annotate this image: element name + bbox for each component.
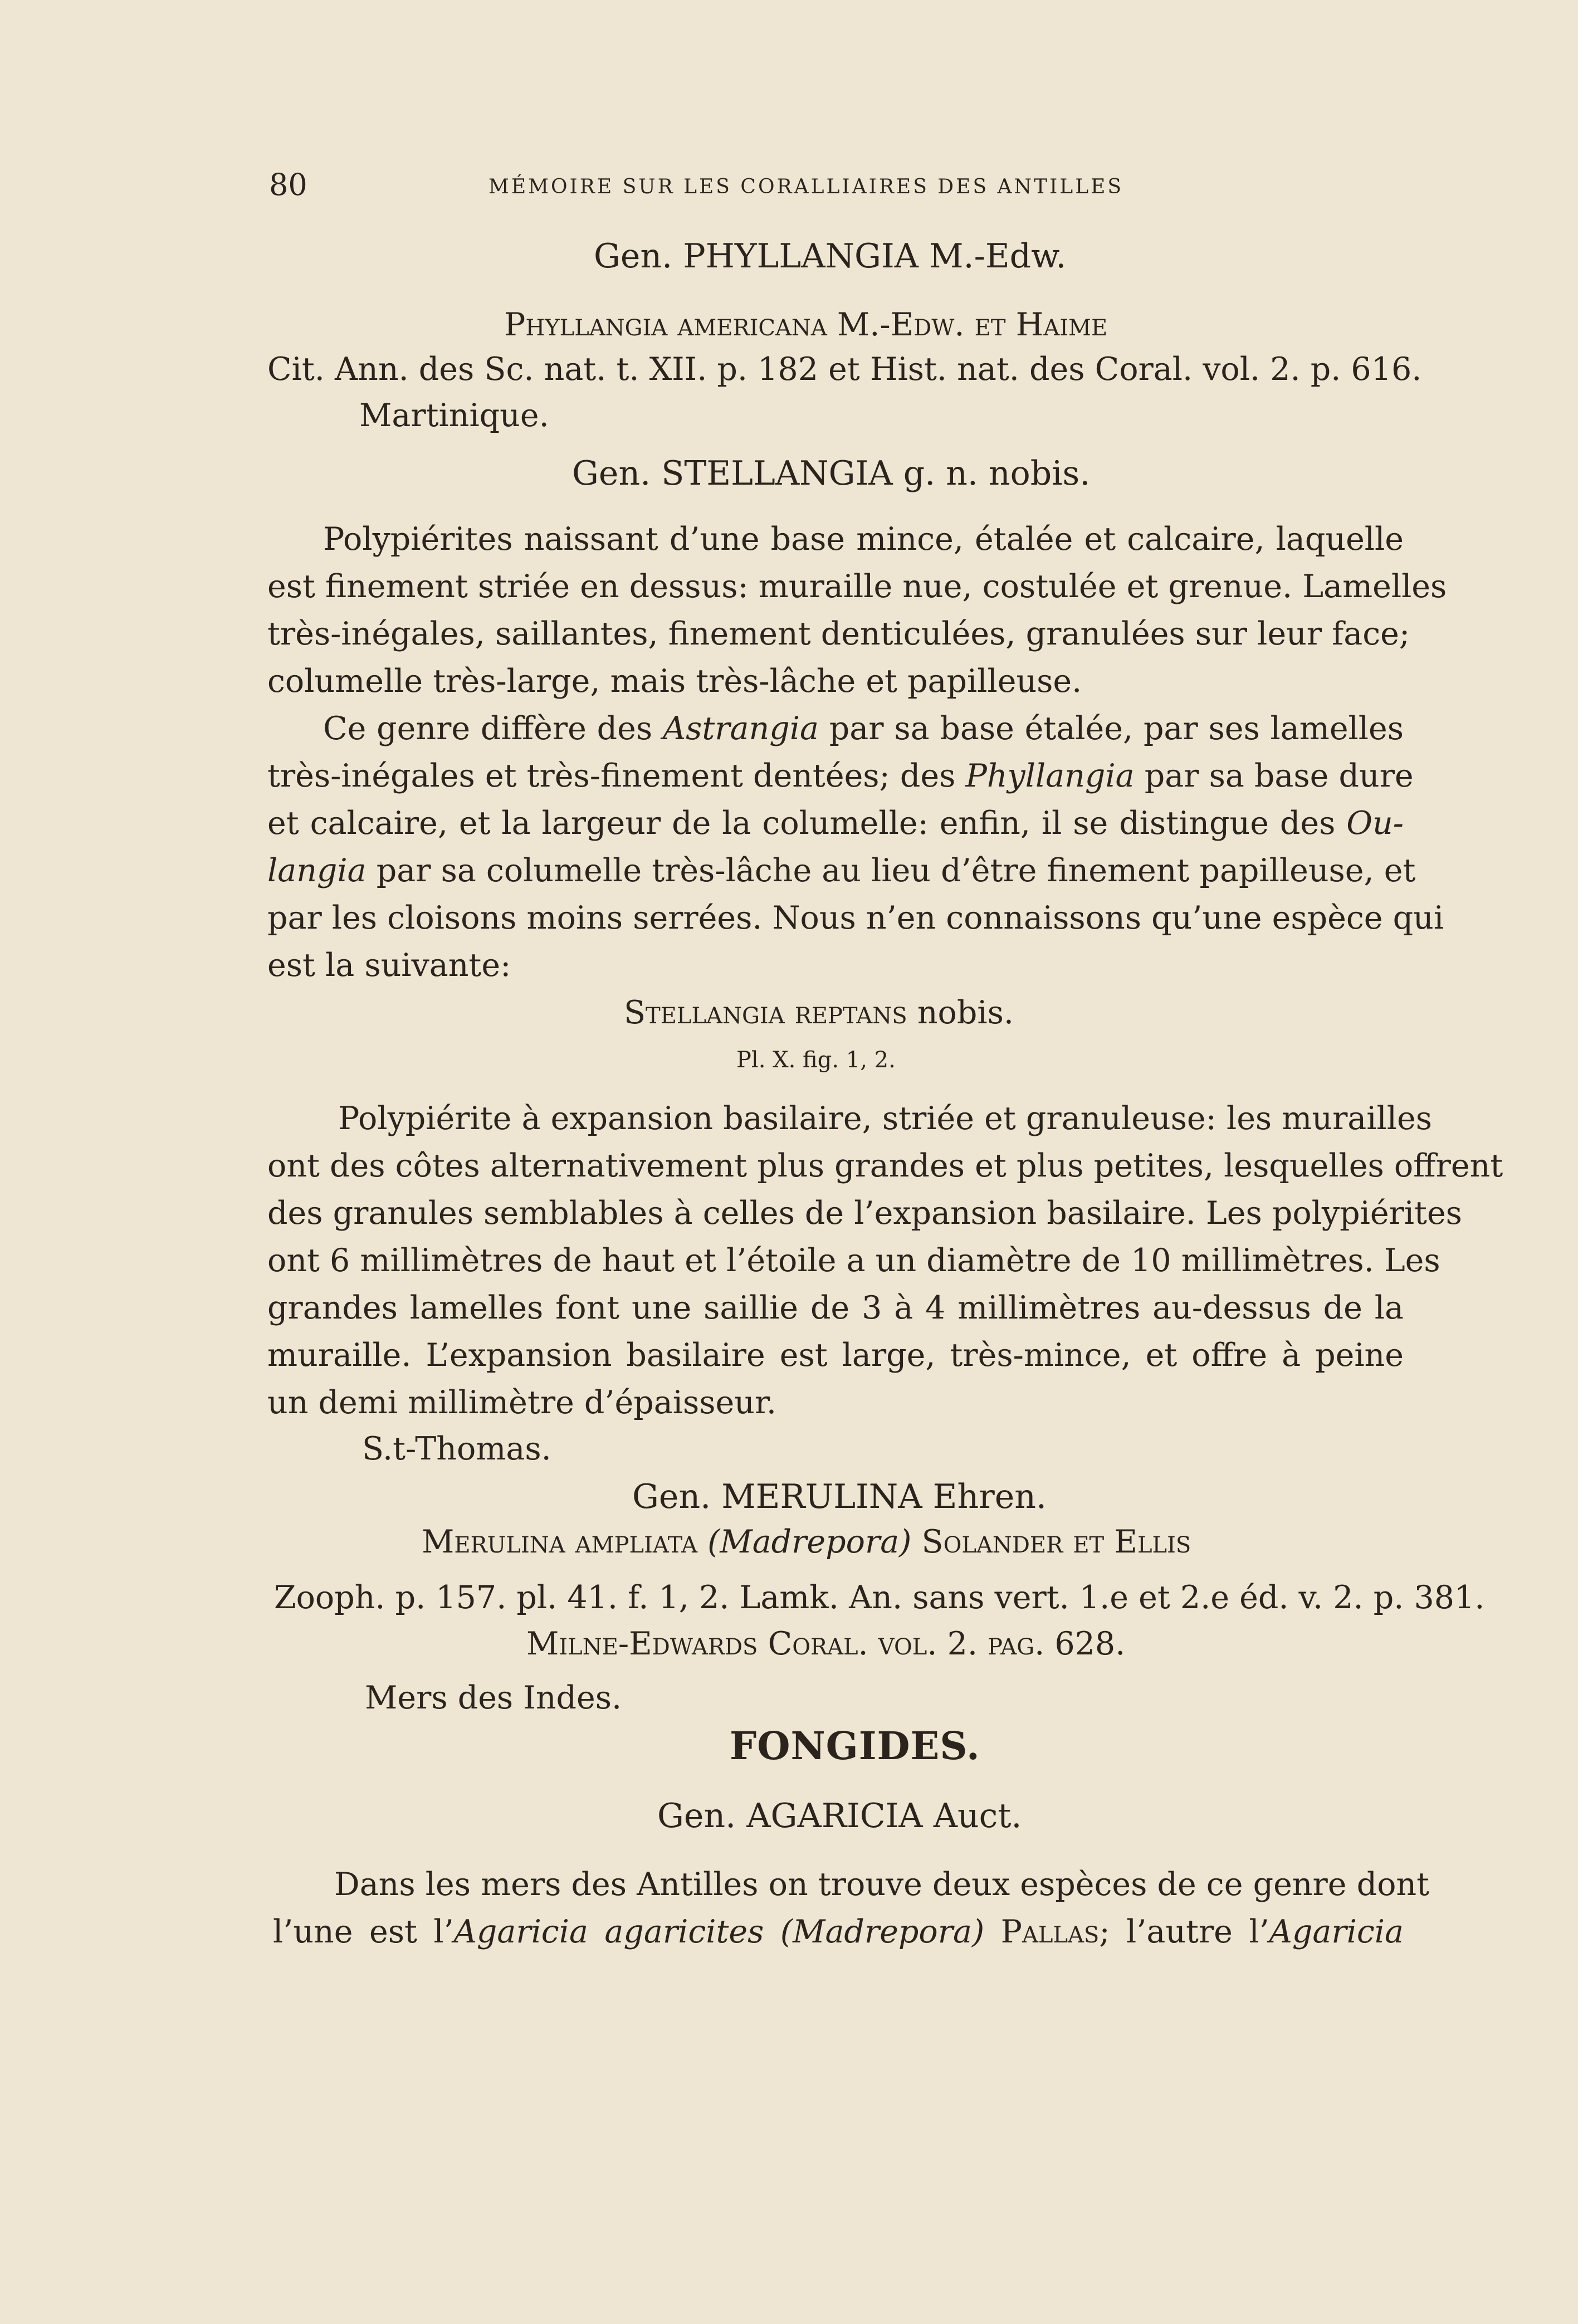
species-author: M.-Edw. et Haime (837, 306, 1108, 343)
genus-astrangia: Astrangia (662, 710, 819, 747)
author-pallas: Pallas (984, 1913, 1100, 1950)
genus-heading-agaricia: Gen. AGARICIA Auct. (657, 1796, 1022, 1835)
reference-merulina-1: Zooph. p. 157. pl. 41. f. 1, 2. Lamk. An. sans vert. 1.e et 2.e éd. v. 2. p. 381. (274, 1579, 1485, 1616)
citation-phyllangia: Cit. Ann. des Sc. nat. t. XII. p. 182 et Hist. nat. des Coral. vol. 2. p. 616. (267, 351, 1422, 388)
species-agaricia-agaricites: Agaricia agaricites (Madrepora) (453, 1913, 985, 1950)
comparison-line: par les cloisons moins serrées. Nous n’en connaissons qu’une espèce qui (267, 900, 1444, 936)
genus-oulangia-part1: Ou- (1346, 805, 1404, 842)
species-description-line: ont 6 millimètres de haut et l’étoile a un diamètre de 10 millimètres. Les (267, 1242, 1440, 1279)
species-description-line: muraille. L’expansion basilaire est large, très-mince, et offre à peine (267, 1337, 1404, 1374)
description-line: très-inégales, saillantes, finement denticulées, granulées sur leur face; (267, 616, 1410, 652)
comparison-line: Ce genre diffère des Astrangia par sa base étalée, par ses lamelles (323, 710, 1404, 747)
comparison-line: langia par sa columelle très-lâche au lieu d’être finement papilleuse, et (267, 852, 1416, 889)
running-title: MÉMOIRE SUR LES CORALLIAIRES DES ANTILLES (488, 175, 1124, 198)
family-heading-fongides: FONGIDES. (730, 1724, 980, 1769)
agaricia-line: Dans les mers des Antilles on trouve deux espèces de ce genre dont (334, 1866, 1430, 1903)
species-name: Phyllangia americana (504, 306, 827, 343)
species-heading-merulina: Merulina ampliata (Madrepora) Solander et Ellis (422, 1524, 1191, 1560)
comparison-line: très-inégales et très-finement dentées; des Phyllangia par sa base dure (267, 758, 1414, 794)
genus-oulangia-part2: langia (267, 852, 367, 889)
species-description-line: des granules semblables à celles de l’expansion basilaire. Les polypiérites (267, 1195, 1462, 1232)
comparison-line: et calcaire, et la largeur de la columelle: enfin, il se distingue des Ou- (267, 805, 1404, 842)
plate-reference: Pl. X. fig. 1, 2. (736, 1047, 896, 1073)
genus-heading-merulina: Gen. MERULINA Ehren. (632, 1477, 1047, 1516)
locality-merulina: Mers des Indes. (365, 1679, 622, 1716)
species-description-line: Polypiérite à expansion basilaire, striée et granuleuse: les murailles (338, 1100, 1432, 1137)
genus-heading-stellangia: Gen. STELLANGIA g. n. nobis. (572, 454, 1091, 493)
species-description-line: un demi millimètre d’épaisseur. (267, 1384, 777, 1421)
description-line: Polypiérites naissant d’une base mince, étalée et calcaire, laquelle (323, 521, 1404, 558)
agaricia-line: l’une est l’Agaricia agaricites (Madrepora) Pallas; l’autre l’Agaricia (273, 1913, 1404, 1950)
description-line: est finement striée en dessus: muraille nue, costulée et grenue. Lamelles (267, 568, 1447, 605)
reference-merulina-2: Milne-Edwards Coral. vol. 2. pag. 628. (526, 1625, 1126, 1662)
species-description-line: ont des côtes alternativement plus grandes et plus petites, lesquelles offrent (267, 1148, 1503, 1184)
description-line: columelle très-large, mais très-lâche et papilleuse. (267, 663, 1082, 700)
locality-stellangia: S.t-Thomas. (362, 1430, 551, 1467)
species-heading-stellangia: Stellangia reptans nobis. (624, 994, 1014, 1031)
species-heading-phyllangia (504, 306, 1107, 343)
page-number: 80 (269, 167, 307, 202)
locality-phyllangia: Martinique. (359, 397, 549, 434)
species-description-line: grandes lamelles font une saillie de 3 à 4 millimètres au-dessus de la (267, 1290, 1404, 1326)
genus-phyllangia: Phyllangia (965, 758, 1135, 794)
genus-heading-phyllangia: Gen. PHYLLANGIA M.-Edw. (594, 237, 1067, 276)
comparison-line: est la suivante: (267, 947, 511, 984)
